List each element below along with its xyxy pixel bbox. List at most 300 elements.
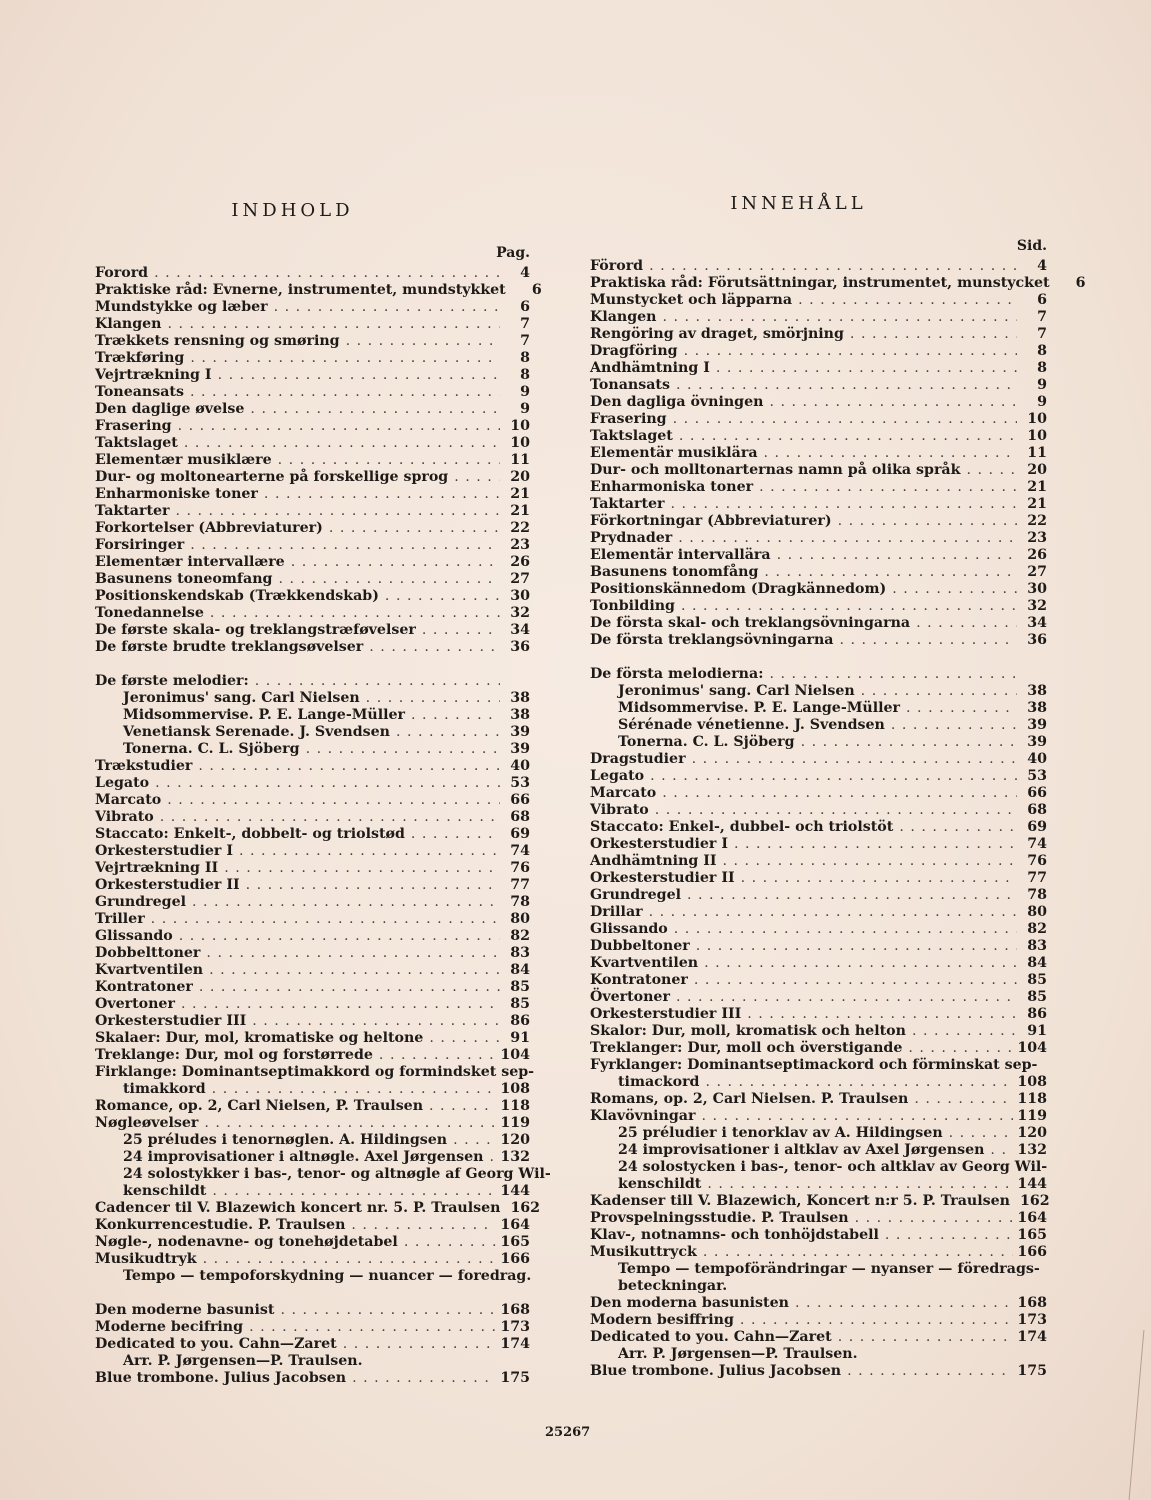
toc-entry-page: 82 <box>510 928 530 944</box>
toc-entry-title: De første brudte treklangsøvelser <box>95 639 364 655</box>
toc-entry <box>95 1013 530 1030</box>
leader-dots <box>351 1217 496 1234</box>
toc-entry <box>95 945 530 962</box>
toc-entry-title: 24 improvisationer i altnøgle. Axel Jørgensen <box>123 1149 484 1165</box>
toc-entry <box>95 452 530 469</box>
toc-entry <box>590 921 1047 938</box>
toc-entry-title: Vejrtrækning II <box>95 860 219 876</box>
toc-entry <box>590 717 1047 734</box>
toc-entry-title: Taktarter <box>95 503 170 519</box>
leader-dots <box>199 979 500 996</box>
toc-entry-page: 132 <box>1017 1142 1047 1158</box>
toc-entry-page: 175 <box>500 1370 530 1386</box>
toc-entry-title: Kontratoner <box>590 972 688 988</box>
toc-entry <box>95 282 542 299</box>
toc-entry <box>95 503 530 520</box>
leader-dots <box>155 775 500 792</box>
toc-entry-title: Legato <box>590 768 645 784</box>
leader-dots <box>696 938 1017 955</box>
toc-entry <box>590 683 1047 700</box>
toc-entry <box>590 887 1047 904</box>
toc-entry <box>590 751 1047 768</box>
toc-entry <box>95 962 530 979</box>
leader-dots <box>795 1295 1013 1312</box>
leader-dots <box>249 1319 496 1336</box>
toc-entry-page: 85 <box>510 996 530 1012</box>
toc-entry <box>590 1210 1047 1227</box>
toc-entry <box>95 979 530 996</box>
leader-dots <box>662 785 1017 802</box>
leader-dots <box>912 1023 1017 1040</box>
toc-entry <box>95 1098 530 1115</box>
toc-entry-title: De første skala- og treklangstræføvelser <box>95 622 416 638</box>
toc-entry-title: Kontratoner <box>95 979 193 995</box>
toc-entry-title: kenschildt <box>123 1183 207 1199</box>
toc-entry <box>95 707 530 724</box>
toc-entry-page: 164 <box>1017 1210 1047 1226</box>
leader-dots <box>673 411 1017 428</box>
toc-entry-title: Kvartventilen <box>95 962 204 978</box>
toc-entry-title: De första treklangsövningarna <box>590 632 834 648</box>
toc-entry <box>590 411 1047 428</box>
toc-entry-title: Staccato: Enkelt-, dobbelt- og triolstød <box>95 826 405 842</box>
toc-entry-title: Andhämtning I <box>590 360 710 376</box>
toc-entry-page: 38 <box>510 707 530 723</box>
toc-entry <box>590 1312 1047 1329</box>
toc-entry-page: 36 <box>510 639 530 655</box>
toc-entry <box>95 520 530 537</box>
leader-dots <box>379 1047 496 1064</box>
toc-entry <box>95 571 530 588</box>
toc-entry-page: 175 <box>1017 1363 1047 1379</box>
toc-entry-page: 11 <box>510 452 530 468</box>
toc-entry-page: 38 <box>1027 683 1047 699</box>
leader-dots <box>210 605 500 622</box>
toc-entry-title: timackord <box>618 1074 700 1090</box>
toc-entry-title: Tonerna. C. L. Sjöberg <box>123 741 300 757</box>
toc-entry-page: 23 <box>1027 530 1047 546</box>
toc-entry-title: Förkortningar (Abbreviaturer) <box>590 513 832 529</box>
leader-dots <box>489 1149 496 1166</box>
toc-entry-title: Orkesterstudier I <box>590 836 728 852</box>
toc-entry-title: Provspelningsstudie. P. Traulsen <box>590 1210 849 1226</box>
leader-dots <box>885 1227 1013 1244</box>
toc-danish-heading: INDHOLD <box>231 200 354 221</box>
toc-entry <box>590 1244 1047 1261</box>
leader-dots <box>676 989 1017 1006</box>
toc-entry-page: 4 <box>520 265 530 281</box>
leader-dots <box>203 1251 497 1268</box>
toc-entry <box>95 367 530 384</box>
toc-entry-title: Staccato: Enkel-, dubbel- och triolstöt <box>590 819 894 835</box>
leader-dots <box>649 258 1017 275</box>
leader-dots <box>429 1098 496 1115</box>
leader-dots <box>847 1363 1013 1380</box>
toc-entry <box>95 1030 530 1047</box>
toc-entry <box>95 384 530 401</box>
leader-dots <box>429 1030 500 1047</box>
toc-entry <box>95 1183 530 1200</box>
toc-entry-page: 69 <box>510 826 530 842</box>
toc-entry-page: 32 <box>1027 598 1047 614</box>
toc-entry-title: Dobbelttoner <box>95 945 201 961</box>
toc-entry-title: Konkurrencestudie. P. Traulsen <box>95 1217 346 1233</box>
toc-entry-page: 174 <box>1017 1329 1047 1345</box>
toc-entry <box>95 554 530 571</box>
toc-entry-title: Taktarter <box>590 496 665 512</box>
leader-dots <box>861 683 1017 700</box>
toc-entry-page: 164 <box>500 1217 530 1233</box>
toc-entry-page: 26 <box>510 554 530 570</box>
toc-entry <box>590 326 1047 343</box>
toc-entry-page: 8 <box>1037 360 1047 376</box>
toc-entry <box>590 258 1047 275</box>
toc-entry-page: 83 <box>1027 938 1047 954</box>
toc-entry-title: Positionskendskab (Trækkendskab) <box>95 588 379 604</box>
toc-entry-page: 22 <box>510 520 530 536</box>
toc-entry-title: Jeronimus' sang. Carl Nielsen <box>618 683 855 699</box>
leader-dots <box>850 326 1017 343</box>
toc-entry <box>590 598 1047 615</box>
toc-entry <box>95 928 530 945</box>
leader-dots <box>655 802 1017 819</box>
leader-dots <box>385 588 500 605</box>
toc-entry-title: Rengöring av draget, smörjning <box>590 326 844 342</box>
toc-entry-page: 162 <box>510 1200 541 1216</box>
toc-entry <box>95 741 530 758</box>
toc-entry <box>95 1166 551 1183</box>
toc-entry-title: Glissando <box>95 928 173 944</box>
toc-entry-page: 39 <box>510 741 530 757</box>
toc-entry-title: De första melodierna: <box>590 666 764 682</box>
toc-danish-list <box>95 265 551 1387</box>
toc-entry-title: Jeronimus' sang. Carl Nielsen <box>123 690 360 706</box>
leader-dots <box>855 1210 1014 1227</box>
toc-entry <box>95 435 530 452</box>
toc-entry-title: Treklanger: Dur, moll och överstigande <box>590 1040 903 1056</box>
toc-entry-title: Klangen <box>95 316 162 332</box>
toc-entry-page: 4 <box>1037 258 1047 274</box>
toc-entry-title: Vibrato <box>590 802 649 818</box>
toc-entry <box>95 1217 530 1234</box>
toc-entry <box>95 894 530 911</box>
toc-entry-page: 20 <box>1027 462 1047 478</box>
leader-dots <box>671 496 1018 513</box>
toc-entry-title: Arr. P. Jørgensen—P. Traulsen. <box>618 1346 858 1362</box>
toc-entry-title: Forsiringer <box>95 537 185 553</box>
toc-entry <box>95 860 530 877</box>
leader-dots <box>678 530 1017 547</box>
toc-entry-title: Sérénade vénetienne. J. Svendsen <box>618 717 885 733</box>
toc-entry <box>95 1149 530 1166</box>
toc-entry-title: beteckningar. <box>618 1278 728 1294</box>
leader-dots <box>190 384 500 401</box>
leader-dots <box>176 503 501 520</box>
toc-entry <box>95 537 530 554</box>
leader-dots <box>798 292 1017 309</box>
toc-entry <box>590 445 1047 462</box>
toc-entry-page: 104 <box>500 1047 530 1063</box>
leader-dots <box>705 1074 1013 1091</box>
toc-entry-page: 10 <box>1027 428 1047 444</box>
toc-entry <box>590 1108 1047 1125</box>
toc-entry-page: 77 <box>1027 870 1047 886</box>
toc-entry-title: Nøgle-, nodenavne- og tonehøjdetabel <box>95 1234 398 1250</box>
toc-entry-title: Orkesterstudier III <box>95 1013 247 1029</box>
toc-entry <box>590 734 1047 751</box>
toc-entry-title: Orkesterstudier I <box>95 843 233 859</box>
leader-dots <box>252 1013 500 1030</box>
toc-entry-title: Vibrato <box>95 809 154 825</box>
toc-entry-page: 39 <box>1027 717 1047 733</box>
toc-entry-title: Glissando <box>590 921 668 937</box>
toc-entry <box>95 1302 530 1319</box>
toc-entry <box>95 622 530 639</box>
leader-dots <box>411 826 500 843</box>
toc-entry <box>95 809 530 826</box>
toc-entry-page: 162 <box>1019 1193 1050 1209</box>
toc-entry <box>590 802 1047 819</box>
toc-entry-page: 78 <box>1027 887 1047 903</box>
toc-entry-title: Dragstudier <box>590 751 686 767</box>
toc-entry-title: Marcato <box>590 785 657 801</box>
toc-entry-page: 173 <box>500 1319 530 1335</box>
toc-entry-title: Romans, op. 2, Carl Nielsen. P. Traulsen <box>590 1091 909 1107</box>
toc-entry-title: Moderne becifring <box>95 1319 244 1335</box>
toc-entry-page: 34 <box>510 622 530 638</box>
toc-entry <box>95 1200 541 1217</box>
toc-entry <box>95 1336 530 1353</box>
toc-swedish <box>590 193 1086 1380</box>
toc-entry <box>590 955 1047 972</box>
toc-entry <box>95 843 530 860</box>
leader-dots <box>769 394 1017 411</box>
toc-entry <box>590 768 1047 785</box>
toc-entry <box>95 469 530 486</box>
toc-entry <box>95 1268 530 1285</box>
toc-entry <box>95 588 530 605</box>
toc-entry-title: Kvartventilen <box>590 955 699 971</box>
leader-dots <box>891 717 1017 734</box>
toc-entry-page: 27 <box>1027 564 1047 580</box>
toc-danish <box>95 200 551 1387</box>
toc-entry-title: Musikudtryk <box>95 1251 197 1267</box>
toc-entry <box>590 1057 1047 1074</box>
toc-entry-title: Nøgleøvelser <box>95 1115 199 1131</box>
toc-entry-title: Tonerna. C. L. Sjöberg <box>618 734 795 750</box>
toc-entry-title: Romance, op. 2, Carl Nielsen, P. Traulsen <box>95 1098 424 1114</box>
leader-dots <box>190 537 500 554</box>
toc-entry-page: 168 <box>1017 1295 1047 1311</box>
toc-entry <box>590 343 1047 360</box>
toc-entry-page: 9 <box>1037 377 1047 393</box>
toc-entry-page: 74 <box>510 843 530 859</box>
toc-entry <box>590 972 1047 989</box>
toc-entry <box>590 666 1047 683</box>
leader-dots <box>204 1115 496 1132</box>
toc-entry-page: 21 <box>510 503 530 519</box>
toc-entry-page: 40 <box>510 758 530 774</box>
toc-entry-page: 8 <box>520 350 530 366</box>
toc-entry <box>590 1346 1047 1363</box>
leader-dots <box>722 853 1017 870</box>
toc-entry-page: 21 <box>1027 479 1047 495</box>
toc-entry-title: kenschildt <box>618 1176 702 1192</box>
toc-entry-title: Trækføring <box>95 350 185 366</box>
toc-entry-title: Arr. P. Jørgensen—P. Traulsen. <box>123 1353 363 1369</box>
leader-dots <box>914 1091 1013 1108</box>
toc-entry-title: Orkesterstudier II <box>95 877 240 893</box>
toc-entry-title: Cadencer til V. Blazewich koncert nr. 5. P. Traulsen <box>95 1200 501 1216</box>
leader-dots <box>190 350 500 367</box>
leader-dots <box>908 1040 1013 1057</box>
toc-entry-page: 108 <box>1017 1074 1047 1090</box>
leader-dots <box>701 1108 1013 1125</box>
toc-entry-page: 120 <box>1017 1125 1047 1141</box>
toc-entry-page: 78 <box>510 894 530 910</box>
toc-entry-page: 86 <box>1027 1006 1047 1022</box>
toc-entry <box>590 1023 1047 1040</box>
toc-entry-page: 91 <box>510 1030 530 1046</box>
toc-entry-title: Elementær intervallære <box>95 554 285 570</box>
toc-entry-title: Elementär intervallära <box>590 547 771 563</box>
toc-entry-title: Fyrklanger: Dominantseptimackord och förminskat sep- <box>590 1057 1038 1073</box>
toc-entry-title: Klavövningar <box>590 1108 696 1124</box>
toc-entry-title: Dubbeltoner <box>590 938 690 954</box>
toc-entry-page: 7 <box>1037 326 1047 342</box>
toc-entry-title: Den dagliga övningen <box>590 394 764 410</box>
leader-dots <box>694 972 1017 989</box>
toc-entry <box>95 826 530 843</box>
toc-entry-title: Vejrtrækning I <box>95 367 212 383</box>
toc-entry <box>590 904 1047 921</box>
leader-dots <box>218 367 500 384</box>
toc-entry-title: Triller <box>95 911 145 927</box>
toc-entry <box>590 292 1047 309</box>
toc-entry-title: Taktslaget <box>95 435 178 451</box>
toc-entry <box>95 911 530 928</box>
toc-entry-title: Skalor: Dur, moll, kromatisk och helton <box>590 1023 906 1039</box>
toc-entry <box>95 333 530 350</box>
plate-number: 25267 <box>545 1425 591 1440</box>
toc-entry-page: 86 <box>510 1013 530 1029</box>
toc-entry <box>95 792 530 809</box>
leader-dots <box>192 894 500 911</box>
toc-entry-page: 83 <box>510 945 530 961</box>
leader-dots <box>278 452 500 469</box>
toc-entry-title: Frasering <box>95 418 172 434</box>
toc-entry <box>95 996 530 1013</box>
toc-entry-page: 39 <box>1027 734 1047 750</box>
toc-entry-page: 132 <box>500 1149 530 1165</box>
leader-dots <box>422 622 500 639</box>
toc-entry <box>95 265 530 282</box>
leader-dots <box>278 571 500 588</box>
toc-entry-page: 85 <box>510 979 530 995</box>
leader-dots <box>838 1329 1014 1346</box>
toc-entry <box>590 564 1047 581</box>
toc-entry-page: 68 <box>1027 802 1047 818</box>
toc-entry-title: Basunens toneomfang <box>95 571 273 587</box>
leader-dots <box>650 768 1017 785</box>
toc-entry <box>95 724 530 741</box>
toc-entry <box>95 486 530 503</box>
toc-entry-title: Praktiske råd: Evnerne, instrumentet, mundstykket <box>95 282 506 298</box>
leader-dots <box>801 734 1017 751</box>
toc-entry <box>590 1193 1050 1210</box>
leader-dots <box>168 316 501 333</box>
leader-dots <box>411 707 500 724</box>
toc-entry <box>95 1353 530 1370</box>
toc-entry-page: 39 <box>510 724 530 740</box>
toc-swedish-page-label: Sid. <box>1016 238 1047 254</box>
toc-entry-title: Midsommervise. P. E. Lange-Müller <box>123 707 406 723</box>
toc-entry-title: Munstycket och läpparna <box>590 292 793 308</box>
leader-dots <box>892 581 1017 598</box>
toc-entry <box>95 605 530 622</box>
leader-dots <box>764 445 1017 462</box>
leader-dots <box>769 666 1017 683</box>
toc-entry-page: 76 <box>1027 853 1047 869</box>
toc-entry <box>590 632 1047 649</box>
toc-entry-page: 6 <box>531 282 542 298</box>
toc-entry <box>590 360 1047 377</box>
leader-dots <box>255 673 500 690</box>
toc-entry-title: Elementær musiklære <box>95 452 272 468</box>
toc-entry-page: 66 <box>510 792 530 808</box>
leader-dots <box>352 1370 496 1387</box>
toc-entry-page: 104 <box>1017 1040 1047 1056</box>
leader-dots <box>167 792 500 809</box>
toc-entry-title: Orkesterstudier II <box>590 870 735 886</box>
toc-danish-page-label: Pag. <box>496 245 530 261</box>
toc-entry-page: 77 <box>510 877 530 893</box>
leader-dots <box>707 1176 1013 1193</box>
toc-entry-title: Kadenser till V. Blazewich, Koncert n:r 5. P. Traulsen <box>590 1193 1010 1209</box>
toc-entry <box>590 275 1086 292</box>
toc-entry-page: 85 <box>1027 972 1047 988</box>
toc-entry <box>95 775 530 792</box>
toc-entry-title: Legato <box>95 775 150 791</box>
toc-entry-title: Trækstudier <box>95 758 193 774</box>
leader-dots <box>151 911 500 928</box>
toc-entry-page: 9 <box>520 401 530 417</box>
leader-dots <box>679 428 1017 445</box>
leader-dots <box>212 1183 496 1200</box>
toc-entry-title: Den daglige øvelse <box>95 401 245 417</box>
leader-dots <box>453 1132 496 1149</box>
toc-entry-page: 7 <box>520 333 530 349</box>
toc-entry-title: 25 préludes i tenornøglen. A. Hildingsen <box>123 1132 448 1148</box>
leader-dots <box>687 887 1017 904</box>
toc-entry <box>95 350 530 367</box>
leader-dots <box>734 836 1017 853</box>
toc-entry <box>590 1091 1047 1108</box>
toc-entry-title: Frasering <box>590 411 667 427</box>
leader-dots <box>366 690 500 707</box>
toc-entry-title: Mundstykke og læber <box>95 299 268 315</box>
toc-entry <box>95 1115 530 1132</box>
toc-entry-page: 26 <box>1027 547 1047 563</box>
toc-entry-title: Övertoner <box>590 989 670 1005</box>
toc-entry <box>95 673 530 690</box>
toc-entry-page: 36 <box>1027 632 1047 648</box>
leader-dots <box>178 418 500 435</box>
toc-entry <box>590 1278 1047 1295</box>
toc-entry <box>590 394 1047 411</box>
toc-entry-page: 30 <box>510 588 530 604</box>
toc-entry-page: 69 <box>1027 819 1047 835</box>
